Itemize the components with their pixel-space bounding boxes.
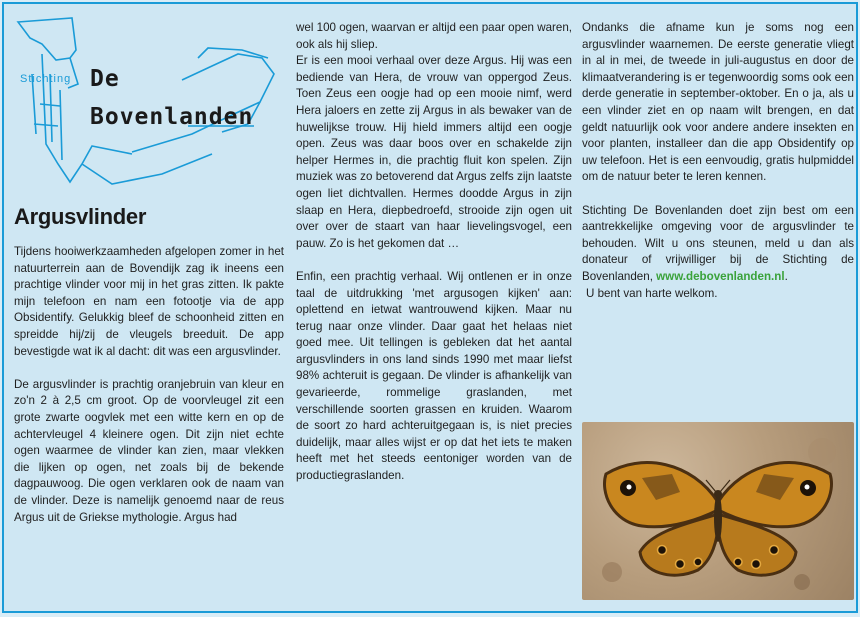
- column-1: [14, 204, 284, 526]
- paragraph-welcome: U bent van harte welkom.: [586, 286, 718, 300]
- logo-name-line2: Bovenlanden: [90, 104, 254, 130]
- website-link[interactable]: www.debovenlanden.nl: [656, 269, 785, 283]
- support-period: .: [784, 269, 788, 283]
- logo-foundation-text: Stichting: [20, 73, 72, 85]
- logo-name-line1: De: [90, 66, 120, 92]
- paragraph-intro: Tijdens hooiwerkzaamheden afgelopen zomer in het natuurterrein aan de Bovendijk zag ik ineens een prachtige vlinder voor mij in het gras zitten. Ik pakte mijn telefoon en nam een fotootje via de app Obsidentify. Gelukkig bleef de schoonheid zitten en spreidde hij/zij de vleugels breeduit. De app bevestigde wat ik al dacht: dit was een argusvlinder.: [14, 245, 284, 358]
- newsletter-page: [2, 2, 858, 613]
- paragraph-myth: Er is een mooi verhaal over deze Argus. Hij was een bediende van Hera, de vrouw van oppergod Zeus. Toen Zeus een oogje had op een mooie nimf, werd Hera jaloers en zette zij Argus in als bewaker van de huwelijkse trouw. Hij hield immers altijd een oogje open. Zeus was daar boos over en schakelde zijn helper Hermes in, die prachtig fluit kon spelen. Zijn muziek was zo betoverend dat Argus zelfs zijn laatste ogen liet dichtvallen. Hermes doodde Argus in zijn slaap en Hera, diepbedroefd, strooide zijn ogen uit over over de staart van haar lievelingsvogel, een pauw. Zo is het gekomen dat …: [296, 54, 572, 250]
- column-2: [296, 20, 572, 485]
- paragraph-support: [582, 203, 854, 286]
- column-3: [582, 20, 854, 302]
- article-title: Argusvlinder: [14, 204, 147, 229]
- paragraph-description: De argusvlinder is prachtig oranjebruin van kleur en zo'n 2 à 2,5 cm groot. Op de voorvleugel zit een grote zwarte oogvlek met een witte kern en op de achtervleugel 4 kleinere ogen. Dit zijn niet echte ogen waarmee de vlinder kan zien, maar vlekken die lijken op ogen, net zoals bij de bekende dagpauwoog. Die ogen verklaren ook de naam van de vlinder. Deze is namelijk genoemd naar de reus Argus uit de Griekse mythologie. Argus had: [14, 377, 284, 524]
- butterfly-photo: [582, 422, 854, 600]
- paragraph-decline: Enfin, een prachtig verhaal. Wij ontlenen er in onze taal de uitdrukking 'met argusogen kijken' aan: oplettend en ietwat wantrouwend kijken. Maar nu terug naar onze vlinder. Daar gaat het helaas niet goed mee. Uit tellingen is gebleken dat het aantal argusvlinders in ons land sinds 1990 met maar liefst 98% achteruit is gegaan. De vlinder is afhankelijk van gevarieerde, rommelige graslanden, met verschillende soorten grassen en kruiden. Waarom de soort zo hard achteruitgegaan is, is niet precies duidelijk, maar alles wijst er op dat het iets te maken heeft met het steeds eentoniger worden van de productiegraslanden.: [296, 269, 572, 483]
- bovenlanden-logo: [12, 14, 280, 204]
- butterfly-illustration: [582, 422, 854, 600]
- support-text: Stichting De Bovenlanden doet zijn best om een aantrekkelijke omgeving voor de argusvlinder te behouden. Wilt u ons steunen, meld u dan als donateur of vrijwilliger bij de Stichting de Bovenlanden,: [582, 203, 854, 283]
- paragraph-continuation: wel 100 ogen, waarvan er altijd een paar open waren, ook als hij sliep.: [296, 21, 572, 51]
- paragraph-generations: Ondanks die afname kun je soms nog een argusvlinder waarnemen. De eerste generatie vliegt in al in mei, de tweede in juli-augustus en door de klimaatverandering is er tegenwoordig soms ook een derde generatie in september-oktober. En o ja, als u een vlinder ziet en op naam wilt brengen, en dat geldt natuurlijk ook voor andere andere insekten en voor planten, installeer dan die app Obsidentify op uw telefoon. Het is een eenvoudig, gratis hulpmiddel om de natuur beter te leren kennen.: [582, 21, 854, 184]
